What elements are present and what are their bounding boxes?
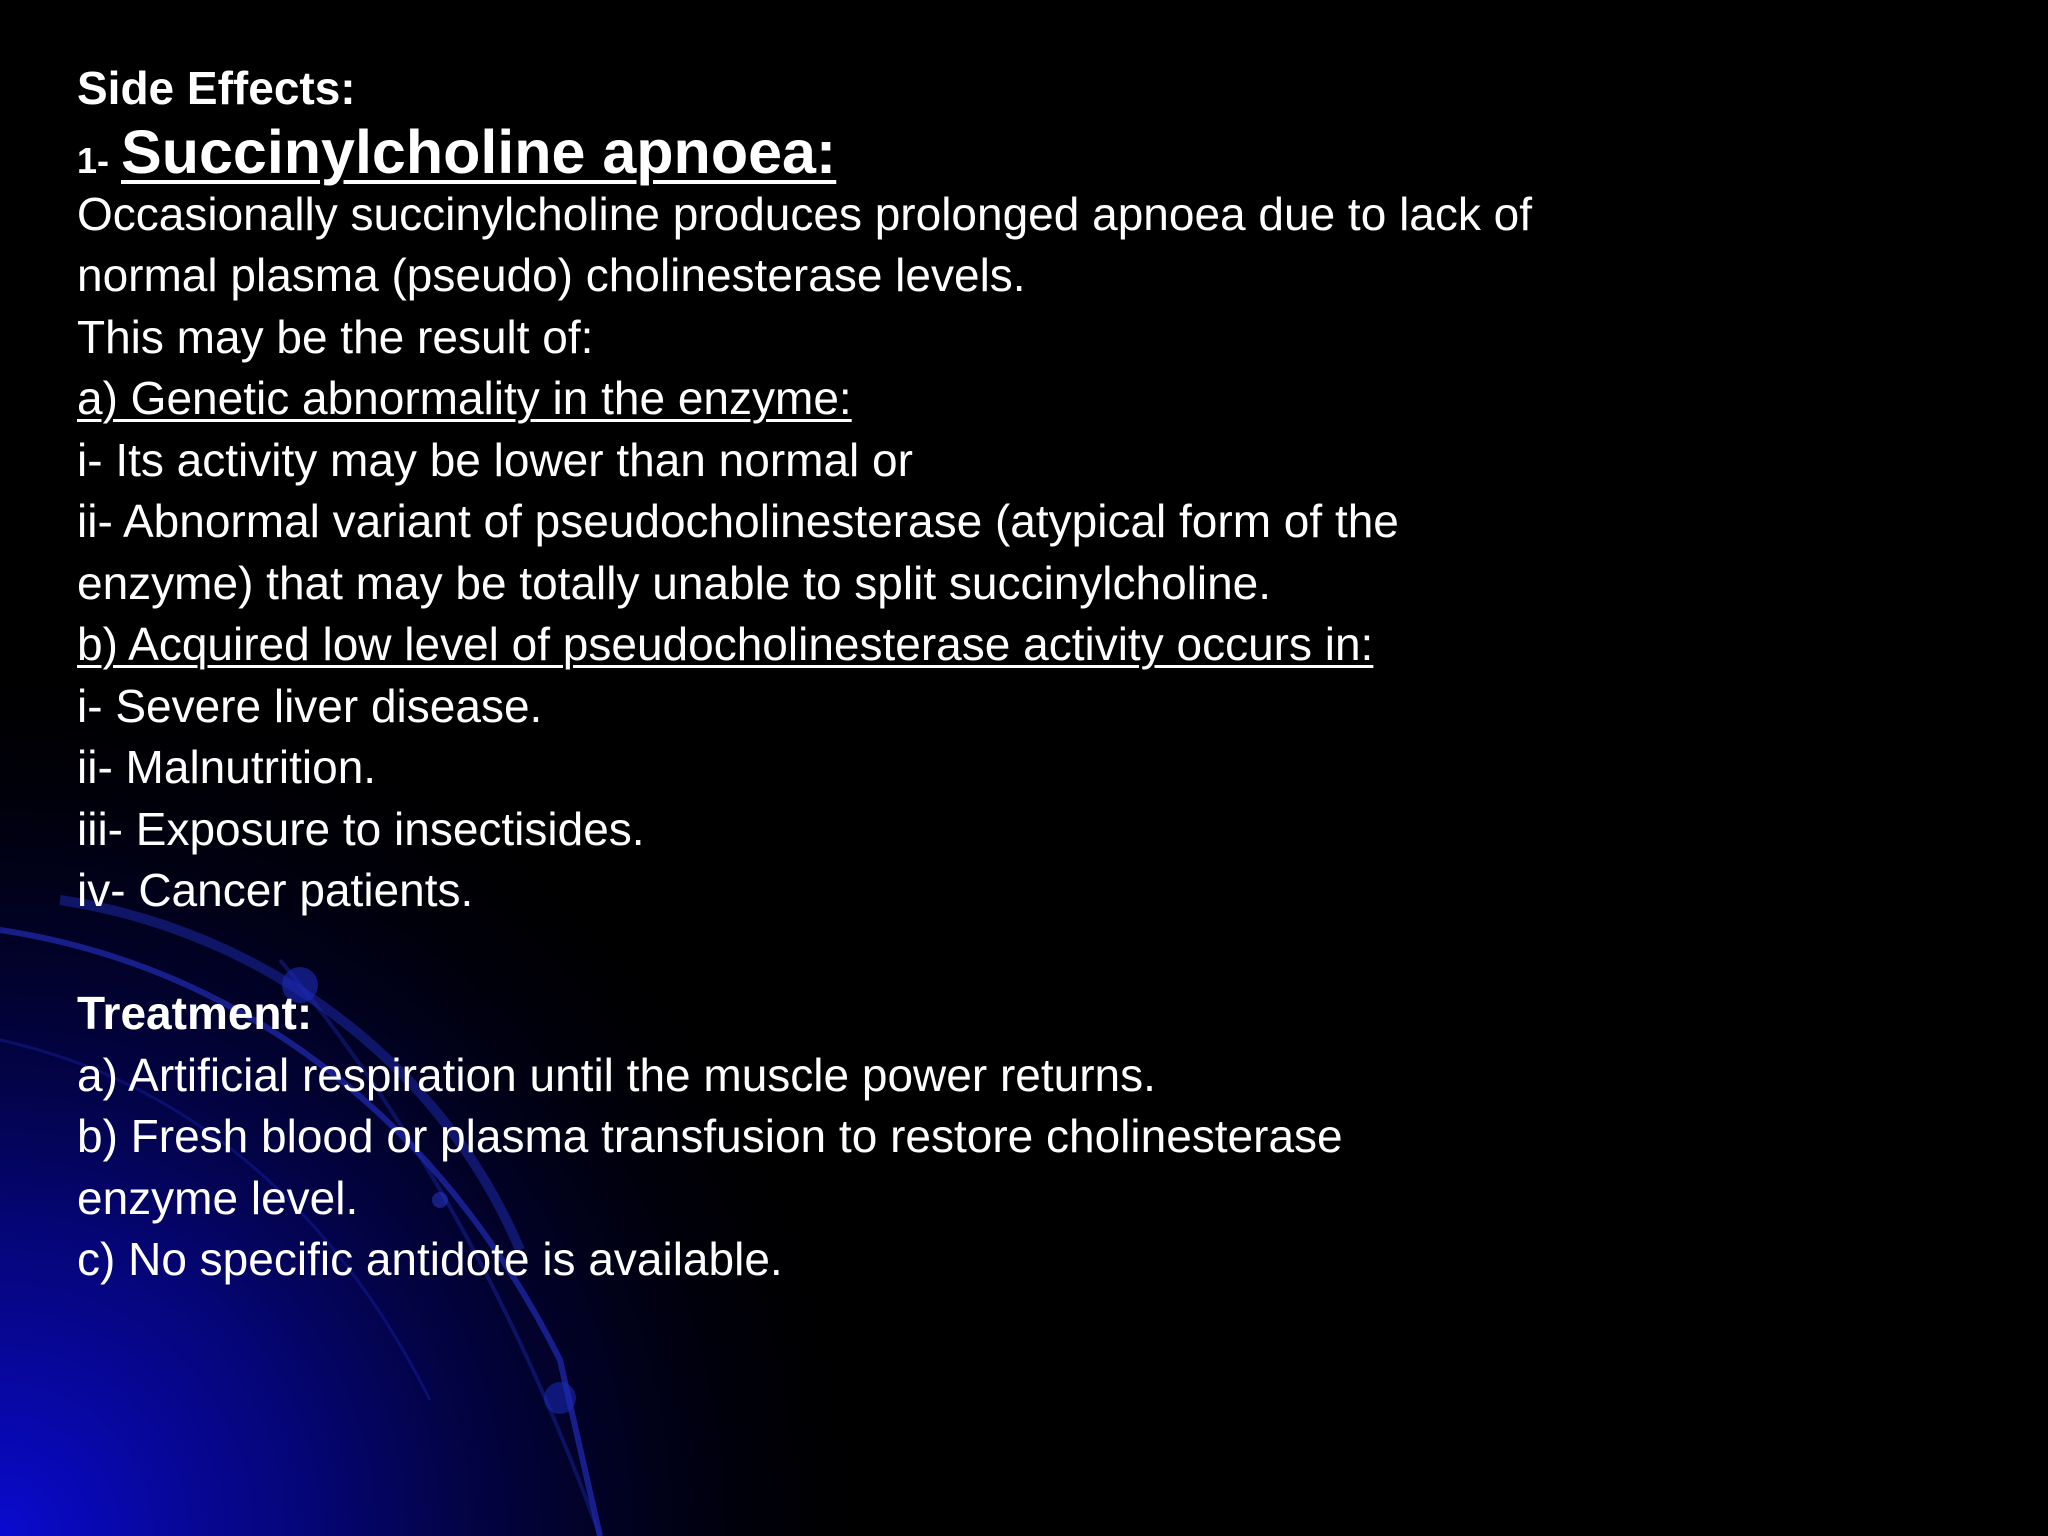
heading-title: Succinylcholine apnoea: xyxy=(121,117,837,186)
spacer xyxy=(77,922,1977,984)
treatment-title: Treatment: xyxy=(77,987,313,1039)
list-item: b) Fresh blood or plasma transfusion to restore cholinesterase xyxy=(77,1110,1343,1162)
list-item: iv- Cancer patients. xyxy=(77,864,474,916)
list-item: a) Artificial respiration until the muscle power returns. xyxy=(77,1048,1156,1101)
list-item: iii- Exposure to insectisides. xyxy=(77,802,645,855)
list-item: i- Its activity may be lower than normal or xyxy=(77,433,913,486)
intro-line: Occasionally succinylcholine produces prolonged apnoea due to lack of xyxy=(77,187,1533,240)
list-item: ii- Malnutrition. xyxy=(77,741,377,793)
list-item: ii- Abnormal variant of pseudocholinesterase (atypical form of the xyxy=(77,495,1399,547)
cause-intro: This may be the result of: xyxy=(77,310,594,363)
list-item: enzyme) that may be totally unable to split succinylcholine. xyxy=(77,556,1272,609)
heading xyxy=(77,117,1977,186)
list-item: i- Severe liver disease. xyxy=(77,679,543,732)
list-item: c) No specific antidote is available. xyxy=(77,1233,783,1285)
slide-content xyxy=(77,58,1977,1291)
cause-b-title: b) Acquired low level of pseudocholinesterase activity occurs in: xyxy=(77,618,1374,670)
cause-a-title: a) Genetic abnormality in the enzyme: xyxy=(77,372,852,424)
heading-number: 1- xyxy=(77,139,110,181)
intro-line: normal plasma (pseudo) cholinesterase levels. xyxy=(77,249,1026,301)
list-item: enzyme level. xyxy=(77,1171,359,1224)
section-title: Side Effects: xyxy=(77,62,356,114)
